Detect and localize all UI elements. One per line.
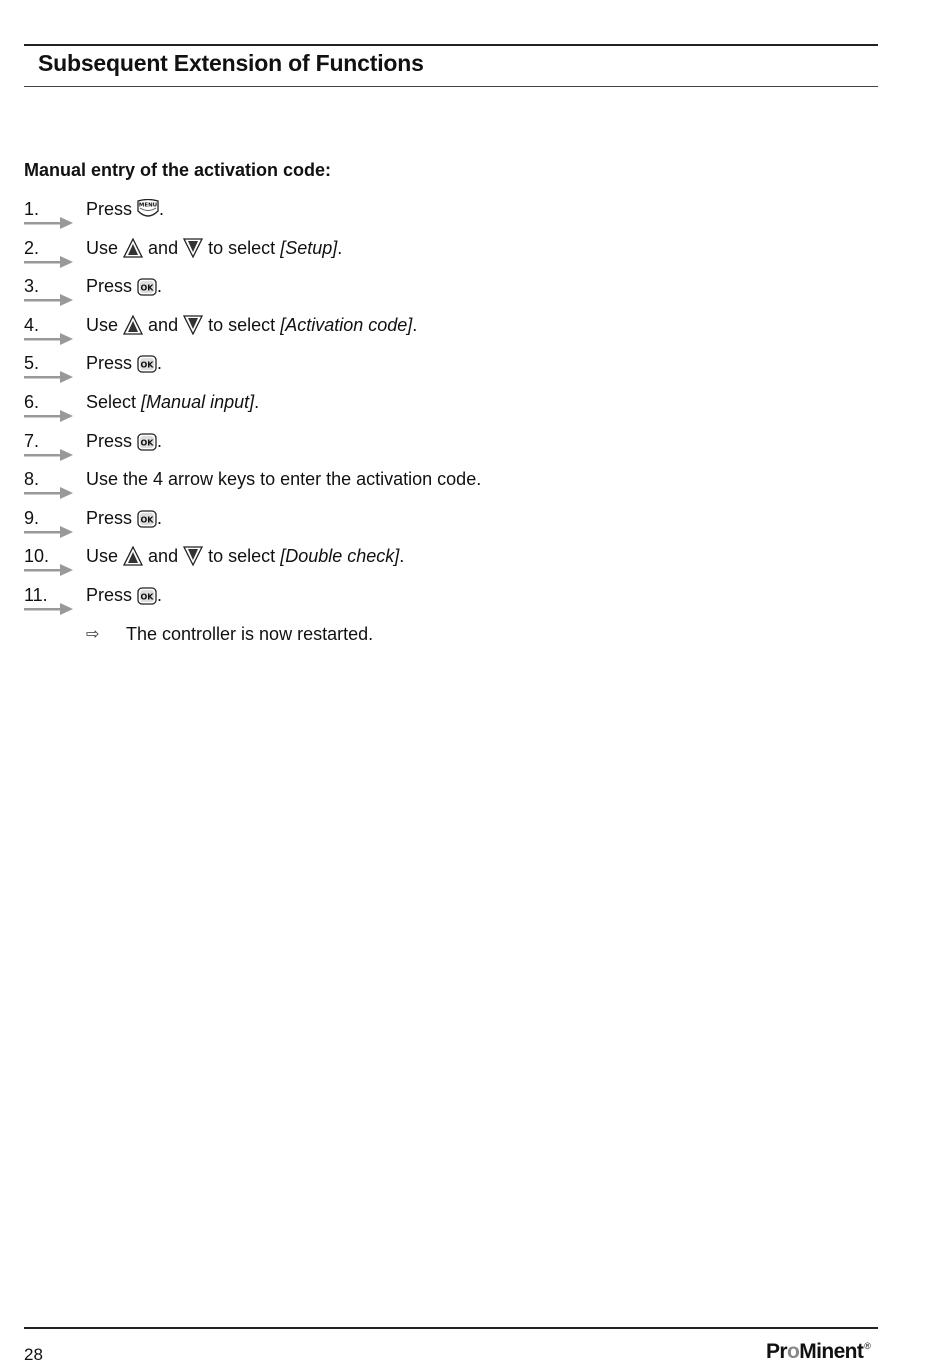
step-verb: Use [86, 237, 119, 258]
step-verb: Press [86, 584, 133, 605]
down-arrow-key-icon [183, 546, 203, 566]
step-number: 10. [24, 546, 50, 567]
step-punct: . [254, 391, 260, 412]
step-arrow-icon [24, 256, 74, 268]
result-text: The controller is now restarted. [126, 623, 374, 644]
step-text [86, 315, 417, 336]
up-arrow-key-icon [123, 238, 143, 258]
step-number: 11. [24, 584, 48, 605]
menu-target: [Setup] [280, 237, 338, 258]
ok-key-label: OK [140, 592, 154, 602]
step-verb: Press [86, 276, 133, 297]
step-text [86, 546, 404, 567]
logo-part: Pr [766, 1340, 787, 1363]
section-heading: Manual entry of the activation code: [24, 160, 332, 180]
footer-rule [24, 1327, 878, 1329]
page-title: Subsequent Extension of Functions [38, 50, 424, 76]
step-number: 1. [24, 199, 40, 219]
step-arrow-icon [24, 333, 74, 345]
step-list [24, 197, 824, 660]
ok-key-label: OK [140, 283, 154, 293]
step-text [86, 276, 162, 297]
step-punct: . [399, 546, 405, 567]
page-number: 28 [24, 1345, 43, 1364]
step-item [24, 274, 824, 313]
step-verb: Use [86, 314, 119, 335]
step-number: 4. [24, 314, 40, 335]
ok-key-label: OK [140, 515, 154, 525]
logo-part: Minent [799, 1340, 864, 1363]
prominent-logo [766, 1340, 870, 1364]
step-item [24, 351, 824, 390]
step-number: 7. [24, 430, 40, 451]
step-number: 5. [24, 353, 40, 374]
logo-part: o [786, 1340, 800, 1363]
step-phrase: to select [208, 314, 276, 335]
menu-key-label: MENU [138, 202, 158, 209]
header-rule-top [24, 44, 878, 46]
step-number: 8. [24, 469, 40, 490]
step-text [86, 353, 162, 374]
step-punct: . [157, 353, 163, 374]
step-conj: and [148, 546, 179, 567]
step-punct: . [157, 584, 163, 605]
result-arrow-icon: ⇨ [86, 625, 100, 643]
step-punct: . [412, 314, 418, 335]
step-item [24, 197, 824, 236]
step-item [24, 467, 824, 506]
ok-key-icon [137, 278, 157, 296]
step-arrow-icon [24, 449, 74, 461]
ok-key-icon [137, 587, 157, 605]
step-arrow-icon [24, 487, 74, 499]
step-phrase: to select [208, 237, 276, 258]
ok-key-label: OK [140, 438, 154, 448]
step-punct: . [157, 276, 163, 297]
step-item [24, 313, 824, 352]
step-number: 2. [24, 237, 40, 258]
step-arrow-icon [24, 371, 74, 383]
step-item [24, 544, 824, 583]
step-verb: Press [86, 353, 133, 374]
step-item [24, 390, 824, 429]
step-verb: Use [86, 546, 119, 567]
step-arrow-icon [24, 410, 74, 422]
ok-key-label: OK [140, 360, 154, 370]
step-conj: and [148, 314, 179, 335]
step-verb: Press [86, 507, 133, 528]
step-arrow-icon [24, 294, 74, 306]
ok-key-icon [137, 355, 157, 373]
step-item [24, 506, 824, 545]
step-verb: Select [86, 391, 137, 412]
step-verb: Press [86, 199, 133, 219]
step-punct: . [157, 507, 163, 528]
menu-key-icon [137, 199, 159, 219]
step-text [86, 392, 259, 413]
step-conj: and [148, 237, 179, 258]
ok-key-icon [137, 433, 157, 451]
header-rule-bottom [24, 86, 878, 87]
up-arrow-key-icon [123, 315, 143, 335]
step-arrow-icon [24, 217, 74, 229]
step-text [86, 508, 162, 529]
step-phrase: to select [208, 546, 276, 567]
step-number: 3. [24, 276, 40, 297]
step-text [86, 431, 162, 452]
down-arrow-key-icon [183, 238, 203, 258]
step-item [24, 583, 824, 622]
step-number: 6. [24, 391, 40, 412]
up-arrow-key-icon [123, 546, 143, 566]
step-punct: . [159, 199, 165, 219]
step-arrow-icon [24, 526, 74, 538]
down-arrow-key-icon [183, 315, 203, 335]
ok-key-icon [137, 510, 157, 528]
step-text [86, 238, 342, 259]
step-text: Use the 4 arrow keys to enter the activation code. [86, 469, 482, 490]
menu-target: [Double check] [280, 546, 400, 567]
registered-mark: ® [864, 1341, 871, 1351]
menu-target: [Manual input] [141, 391, 255, 412]
step-text [86, 585, 162, 606]
step-arrow-icon [24, 564, 74, 576]
step-punct: . [157, 430, 163, 451]
step-verb: Press [86, 430, 133, 451]
step-arrow-icon [24, 603, 74, 615]
step-number: 9. [24, 507, 40, 528]
step-item [24, 236, 824, 275]
step-text [86, 199, 164, 220]
step-punct: . [337, 237, 343, 258]
menu-target: [Activation code] [280, 314, 413, 335]
step-item [24, 429, 824, 468]
step-result [24, 622, 824, 660]
